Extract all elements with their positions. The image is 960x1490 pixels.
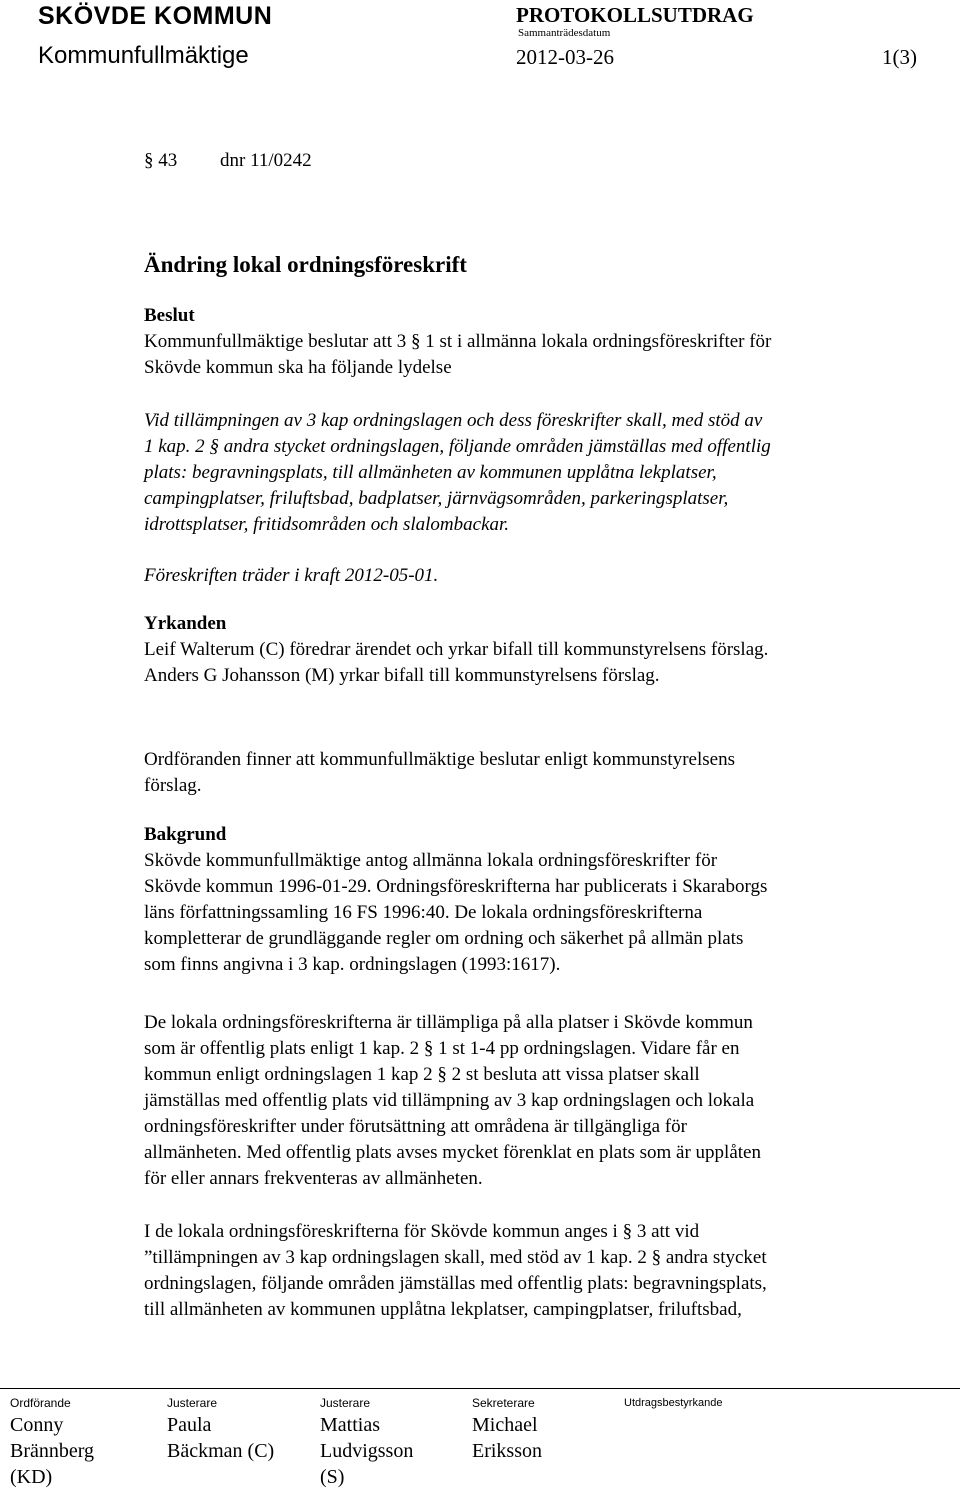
quote-line: Vid tillämpningen av 3 kap ordningslagen och dess föreskrifter skall, med stöd av (144, 410, 763, 431)
background-line: ordningslagen, följande områden jämställas med offentlig plats: begravningsplats, (144, 1273, 767, 1294)
municipality-logo: SKÖVDE KOMMUN (38, 2, 273, 30)
signature-role: Justerare (320, 1396, 371, 1410)
section-symbol: § (144, 150, 154, 171)
quote-line: 1 kap. 2 § andra stycket ordningslagen, följande områden jämställas med offentlig (144, 436, 771, 457)
background-line: ordningsföreskrifter under förutsättning att områdena är tillgängliga för (144, 1116, 687, 1137)
background-line: ”tillämpningen av 3 kap ordningslagen skall, med stöd av 1 kap. 2 § andra stycket (144, 1247, 767, 1268)
case-reference (144, 150, 312, 172)
quote-line: plats: begravningsplats, till allmänheten av kommunen upplåtna lekplatser, (144, 462, 717, 483)
background-line: De lokala ordningsföreskrifterna är tillämpliga på alla platser i Skövde kommun (144, 1012, 753, 1033)
signature-adjuster-2 (320, 1394, 413, 1490)
signature-name: Paula (167, 1414, 212, 1436)
background-line: Skövde kommunfullmäktige antog allmänna lokala ordningsföreskrifter för (144, 850, 718, 871)
background-line: för eller annars frekventeras av allmänheten. (144, 1168, 483, 1189)
signature-role: Utdragsbestyrkande (624, 1397, 723, 1409)
meeting-date: 2012-03-26 (516, 45, 614, 69)
signature-name: (KD) (10, 1466, 53, 1488)
signature-name: Conny (10, 1414, 64, 1436)
background-paragraph-2 (144, 1010, 904, 1192)
background-line: jämställas med offentlig plats vid tillämpning av 3 kap ordningslagen och lokala (144, 1090, 755, 1111)
decision-line: Kommunfullmäktige beslutar att 3 § 1 st i allmänna lokala ordningsföreskrifter för (144, 331, 772, 352)
case-number: 43 (158, 150, 178, 171)
signature-secretary (472, 1394, 542, 1464)
diary-number: dnr 11/0242 (220, 150, 312, 171)
decision-line: Skövde kommun ska ha följande lydelse (144, 357, 452, 378)
section-symbol: § (437, 1064, 447, 1085)
council-name: Kommunfullmäktige (38, 42, 249, 69)
quote-line: idrottsplatser, fritidsområden och slalombackar. (144, 514, 510, 535)
motions-heading: Yrkanden (144, 613, 227, 634)
decision-quote (144, 408, 904, 538)
section-symbol: § (622, 1221, 633, 1242)
background-line: kompletterar de grundläggande regler om ordning och säkerhet på allmän plats (144, 928, 744, 949)
chair-line: Ordföranden finner att kommunfullmäktige beslutar enligt kommunstyrelsens (144, 749, 735, 770)
effective-date (144, 563, 904, 589)
signature-adjuster-1 (167, 1394, 274, 1464)
chair-ruling (144, 747, 904, 799)
motions-section (144, 611, 904, 689)
background-line: Skövde kommun 1996-01-29. Ordningsföreskrifterna har publicerats i Skaraborgs (144, 876, 768, 897)
background-line: som finns angivna i 3 kap. ordningslagen (1993:1617). (144, 954, 561, 975)
section-symbol: § (651, 1247, 662, 1268)
footer-divider (0, 1388, 960, 1389)
quote-line: campingplatser, friluftsbad, badplatser, järnvägsområden, parkeringsplatser, (144, 488, 729, 509)
signature-name: Michael (472, 1414, 538, 1436)
meeting-date-label: Sammanträdesdatum (518, 27, 611, 39)
signature-name: Brännberg (10, 1440, 95, 1462)
background-line: läns författningssamling 16 FS 1996:40. De lokala ordningsföreskrifterna (144, 902, 703, 923)
signature-role: Justerare (167, 1396, 218, 1410)
signature-certifying (624, 1394, 722, 1412)
signature-role: Sekreterare (472, 1396, 535, 1410)
decision-heading: Beslut (144, 305, 195, 326)
chair-line: förslag. (144, 775, 202, 796)
signature-chair (10, 1394, 94, 1490)
background-line: som är offentlig plats enligt 1 kap. 2 § 1 st 1-4 pp ordningslagen. Vidare får en (144, 1038, 740, 1059)
background-paragraph-3 (144, 1219, 904, 1323)
page-title: Ändring lokal ordningsföreskrift (144, 252, 467, 277)
background-heading: Bakgrund (144, 824, 227, 845)
motion-line: Leif Walterum (C) föredrar ärendet och yrkar bifall till kommunstyrelsens förslag. (144, 639, 769, 660)
signature-role: Ordförande (10, 1396, 71, 1410)
section-symbol: § (209, 436, 219, 457)
document-type: PROTOKOLLSUTDRAG (516, 3, 754, 27)
background-line: kommun enligt ordningslagen 1 kap 2 § 2 st besluta att vissa platser skall (144, 1064, 700, 1085)
section-symbol: § (411, 331, 421, 352)
signature-name: (S) (320, 1466, 345, 1488)
signature-name: Eriksson (472, 1440, 542, 1462)
effective-date-text: Föreskriften träder i kraft 2012-05-01. (144, 565, 439, 586)
background-line: allmänheten. Med offentlig plats avses mycket förenklat en plats som är upplåten (144, 1142, 761, 1163)
background-line: I de lokala ordningsföreskrifterna för Skövde kommun anges i § 3 att vid (144, 1221, 700, 1242)
signature-name: Mattias (320, 1414, 380, 1436)
section-symbol: § (423, 1038, 434, 1059)
background-line: till allmänheten av kommunen upplåtna lekplatser, campingplatser, friluftsbad, (144, 1299, 742, 1320)
motion-line: Anders G Johansson (M) yrkar bifall till kommunstyrelsens förslag. (144, 665, 660, 686)
signature-name: Ludvigsson (320, 1440, 414, 1462)
decision-section (144, 303, 904, 381)
background-section (144, 822, 904, 978)
page-number: 1(3) (882, 45, 917, 69)
signature-name: Bäckman (C) (167, 1440, 275, 1462)
